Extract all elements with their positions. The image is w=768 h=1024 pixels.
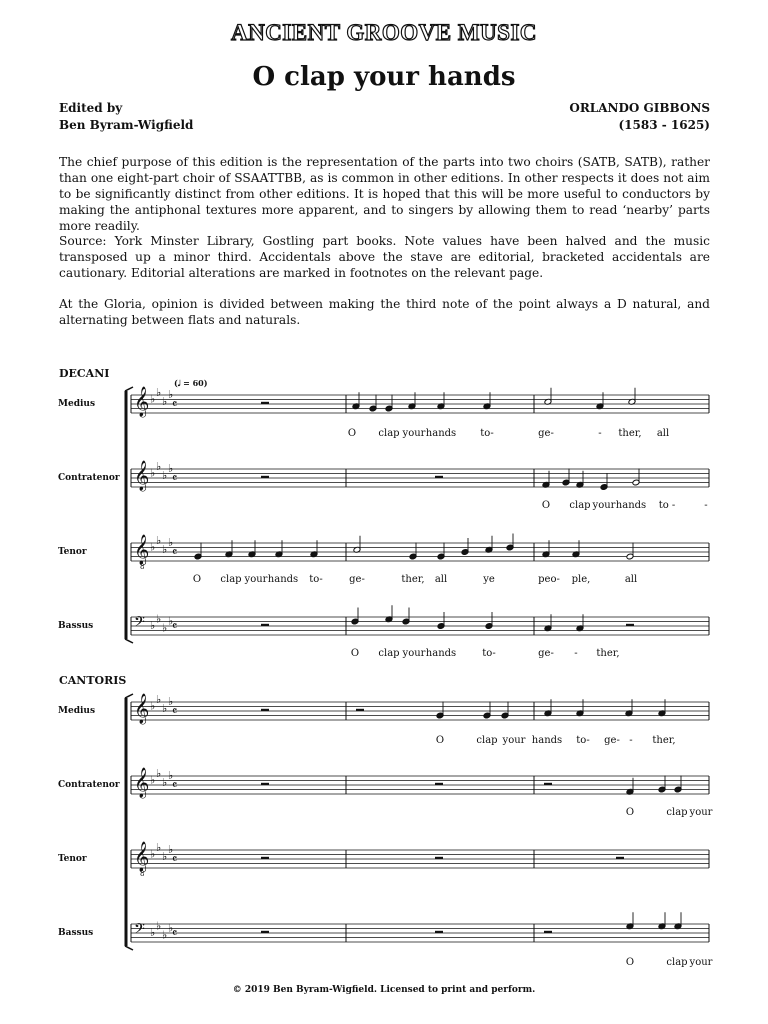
lyric-syllable: peo- <box>538 574 560 585</box>
composer-name: ORLANDO GIBBONS <box>569 101 710 115</box>
treble-clef-icon: 𝄞 <box>134 535 150 565</box>
half-rest-icon <box>626 624 634 626</box>
lyric-syllable: - <box>704 500 708 511</box>
flat-icon: ♭ <box>168 462 174 475</box>
source-paragraph: Source: York Minster Library, Gostling part books. Note values have been halved and the music transposed up a minor third. Accidentals above the stave are editorial, bracketed accidentals are cautionary. Editorial alterations are marked in footnotes on the relevant page. <box>59 234 710 280</box>
lyrics-layer <box>193 428 713 968</box>
editor-name: Ben Byram-Wigfield <box>59 118 194 132</box>
lyric-syllable: ge- <box>538 648 554 659</box>
half-rest-icon <box>435 783 443 785</box>
voice-label: Tenor <box>58 854 87 864</box>
flat-icon: ♭ <box>168 921 174 935</box>
voice-label: Medius <box>58 399 96 409</box>
lyric-syllable: to- <box>576 735 590 746</box>
lyric-syllable: clap <box>666 807 688 818</box>
common-time-icon: 𝄴 <box>172 397 178 411</box>
flat-icon: ♭ <box>150 540 156 554</box>
bracket-hook <box>125 946 133 950</box>
half-rest-icon <box>261 783 269 785</box>
voice-label: Bassus <box>58 928 94 938</box>
common-time-icon: 𝄴 <box>172 545 178 559</box>
common-time-icon: 𝄴 <box>172 926 178 940</box>
flat-icon: ♭ <box>156 766 162 780</box>
composer-dates: (1583 - 1625) <box>618 118 710 132</box>
lyric-syllable: hands <box>425 428 457 439</box>
half-rest-icon <box>261 709 269 711</box>
flat-icon: ♭ <box>168 614 174 628</box>
lyric-syllable: ge- <box>538 428 554 439</box>
common-time-icon: 𝄴 <box>172 619 178 633</box>
lyric-syllable: to- <box>482 648 496 659</box>
flat-icon: ♭ <box>168 536 174 549</box>
lyric-syllable: to- <box>480 428 494 439</box>
lyric-syllable: your <box>689 807 713 818</box>
flat-icon: ♭ <box>168 695 174 708</box>
flat-icon: ♭ <box>162 928 168 942</box>
half-rest-icon <box>261 402 269 404</box>
lyric-syllable: ple, <box>571 574 591 585</box>
lyric-syllable: clap <box>476 735 498 746</box>
flat-icon: ♭ <box>168 769 174 782</box>
lyric-syllable: O <box>192 574 202 585</box>
bracket-hook <box>125 694 133 698</box>
flat-icon: ♭ <box>150 847 156 861</box>
lyric-syllable: O <box>350 648 360 659</box>
lyric-syllable: O <box>625 807 635 818</box>
lyric-syllable: ye <box>483 574 495 585</box>
lyric-syllable: - <box>629 735 633 746</box>
choir-label-decani: DECANI <box>59 367 110 380</box>
lyric-syllable: ge- <box>604 735 620 746</box>
common-time-icon: 𝄴 <box>172 704 178 718</box>
common-time-icon: 𝄴 <box>172 778 178 792</box>
choir-brackets <box>125 387 133 950</box>
choir-label-cantoris: CANTORIS <box>59 674 127 687</box>
half-rest-icon <box>261 857 269 859</box>
publisher-brand: ANCIENT GROOVE MUSIC <box>230 20 538 45</box>
flat-icon: ♭ <box>162 849 168 863</box>
treble-clef-icon: 𝄞 <box>134 768 150 798</box>
voice-label: Bassus <box>58 621 94 631</box>
flat-icon: ♭ <box>162 468 168 482</box>
flat-icon: ♭ <box>150 773 156 787</box>
lyric-syllable: ther, <box>596 648 620 659</box>
flat-icon: ♭ <box>162 701 168 715</box>
bass-clef-icon: 𝄢 <box>134 921 145 941</box>
flat-icon: ♭ <box>156 533 162 547</box>
lyric-syllable: your <box>402 428 426 439</box>
lyric-syllable: to- <box>309 574 323 585</box>
half-rest-icon <box>616 857 624 859</box>
copyright-footer: © 2019 Ben Byram-Wigfield. Licensed to print and perform. <box>232 985 536 995</box>
lyric-syllable: your <box>689 957 713 968</box>
common-time-icon: 𝄴 <box>172 471 178 485</box>
flat-icon: ♭ <box>162 621 168 635</box>
lyric-syllable: hands <box>531 735 563 746</box>
flat-icon: ♭ <box>156 385 162 399</box>
piece-title: O clap your hands <box>252 62 516 92</box>
voice-label: Medius <box>58 706 96 716</box>
lyric-syllable: clap <box>666 957 688 968</box>
lyric-syllable: to - <box>658 500 676 511</box>
gloria-paragraph: At the Gloria, opinion is divided between making the third note of the point always a D natural, and alternating between flats and naturals. <box>59 297 710 327</box>
flat-icon: ♭ <box>168 843 174 856</box>
flat-icon: ♭ <box>162 394 168 408</box>
treble-clef-icon: 𝄞 <box>134 694 150 724</box>
lyric-syllable: hands <box>267 574 299 585</box>
lyric-syllable: all <box>624 574 638 585</box>
lyric-syllable: your <box>592 500 616 511</box>
lyric-syllable: O <box>541 500 551 511</box>
flat-icon: ♭ <box>150 926 156 939</box>
lyric-syllable: your <box>244 574 268 585</box>
half-rest-icon <box>261 931 269 933</box>
lyric-syllable: clap <box>220 574 242 585</box>
lyric-syllable: your <box>502 735 526 746</box>
lyric-syllable: ther, <box>401 574 425 585</box>
lyric-syllable: O <box>347 428 357 439</box>
flat-icon: ♭ <box>168 388 174 401</box>
flat-icon: ♭ <box>150 699 156 713</box>
lyric-syllable: clap <box>569 500 591 511</box>
half-rest-icon <box>261 476 269 478</box>
lyric-syllable: hands <box>615 500 647 511</box>
half-rest-icon <box>435 857 443 859</box>
half-rest-icon <box>261 624 269 626</box>
lyric-syllable: all <box>434 574 448 585</box>
lyric-syllable: clap <box>378 428 400 439</box>
octave-mark: 8 <box>140 870 145 878</box>
lyric-syllable: clap <box>378 648 400 659</box>
editor-label: Edited by <box>59 101 123 115</box>
treble-clef-icon: 𝄞 <box>134 842 150 872</box>
flat-icon: ♭ <box>156 459 162 473</box>
flat-icon: ♭ <box>162 542 168 556</box>
half-rest-icon <box>544 783 552 785</box>
flat-icon: ♭ <box>150 619 156 632</box>
lyric-syllable: your <box>402 648 426 659</box>
flat-icon: ♭ <box>156 692 162 706</box>
preface-paragraph: The chief purpose of this edition is the representation of the parts into two choirs (SATB, SATB), rather than one eight-part choir of SSAATTBB, as is common in other editions. In other respects it does not aim to be significantly distinct from other editions. It is hoped that this will be more useful to conductors by making the antiphonal textures more apparent, and to singers by allowing them to read ‘nearby’ parts more readily. <box>59 155 710 233</box>
flat-icon: ♭ <box>156 612 162 626</box>
lyric-syllable: O <box>625 957 635 968</box>
treble-clef-icon: 𝄞 <box>134 387 150 417</box>
bass-clef-icon: 𝄢 <box>134 614 145 634</box>
flat-icon: ♭ <box>150 392 156 406</box>
lyric-syllable: O <box>435 735 445 746</box>
lyric-syllable: ther, <box>652 735 676 746</box>
lyric-syllable: - <box>574 648 578 659</box>
voice-label: Contratenor <box>58 780 120 790</box>
voice-label: Contratenor <box>58 473 120 483</box>
tempo-marking: (𝅗𝅥 = 60) <box>174 378 208 388</box>
half-rest-icon <box>544 931 552 933</box>
lyric-syllable: ther, <box>618 428 642 439</box>
lyric-syllable: - <box>598 428 602 439</box>
lyric-syllable: ge- <box>349 574 365 585</box>
bracket-hook <box>125 387 133 391</box>
flat-icon: ♭ <box>150 466 156 480</box>
flat-icon: ♭ <box>162 775 168 789</box>
half-rest-icon <box>356 709 364 711</box>
voice-label: Tenor <box>58 547 87 557</box>
lyric-syllable: all <box>656 428 670 439</box>
notes-layer <box>194 388 682 933</box>
flat-icon: ♭ <box>156 840 162 854</box>
octave-mark: 8 <box>140 563 145 571</box>
half-rest-icon <box>435 931 443 933</box>
half-rest-icon <box>435 476 443 478</box>
bracket-hook <box>125 639 133 643</box>
lyric-syllable: hands <box>425 648 457 659</box>
common-time-icon: 𝄴 <box>172 852 178 866</box>
treble-clef-icon: 𝄞 <box>134 461 150 491</box>
flat-icon: ♭ <box>156 919 162 933</box>
